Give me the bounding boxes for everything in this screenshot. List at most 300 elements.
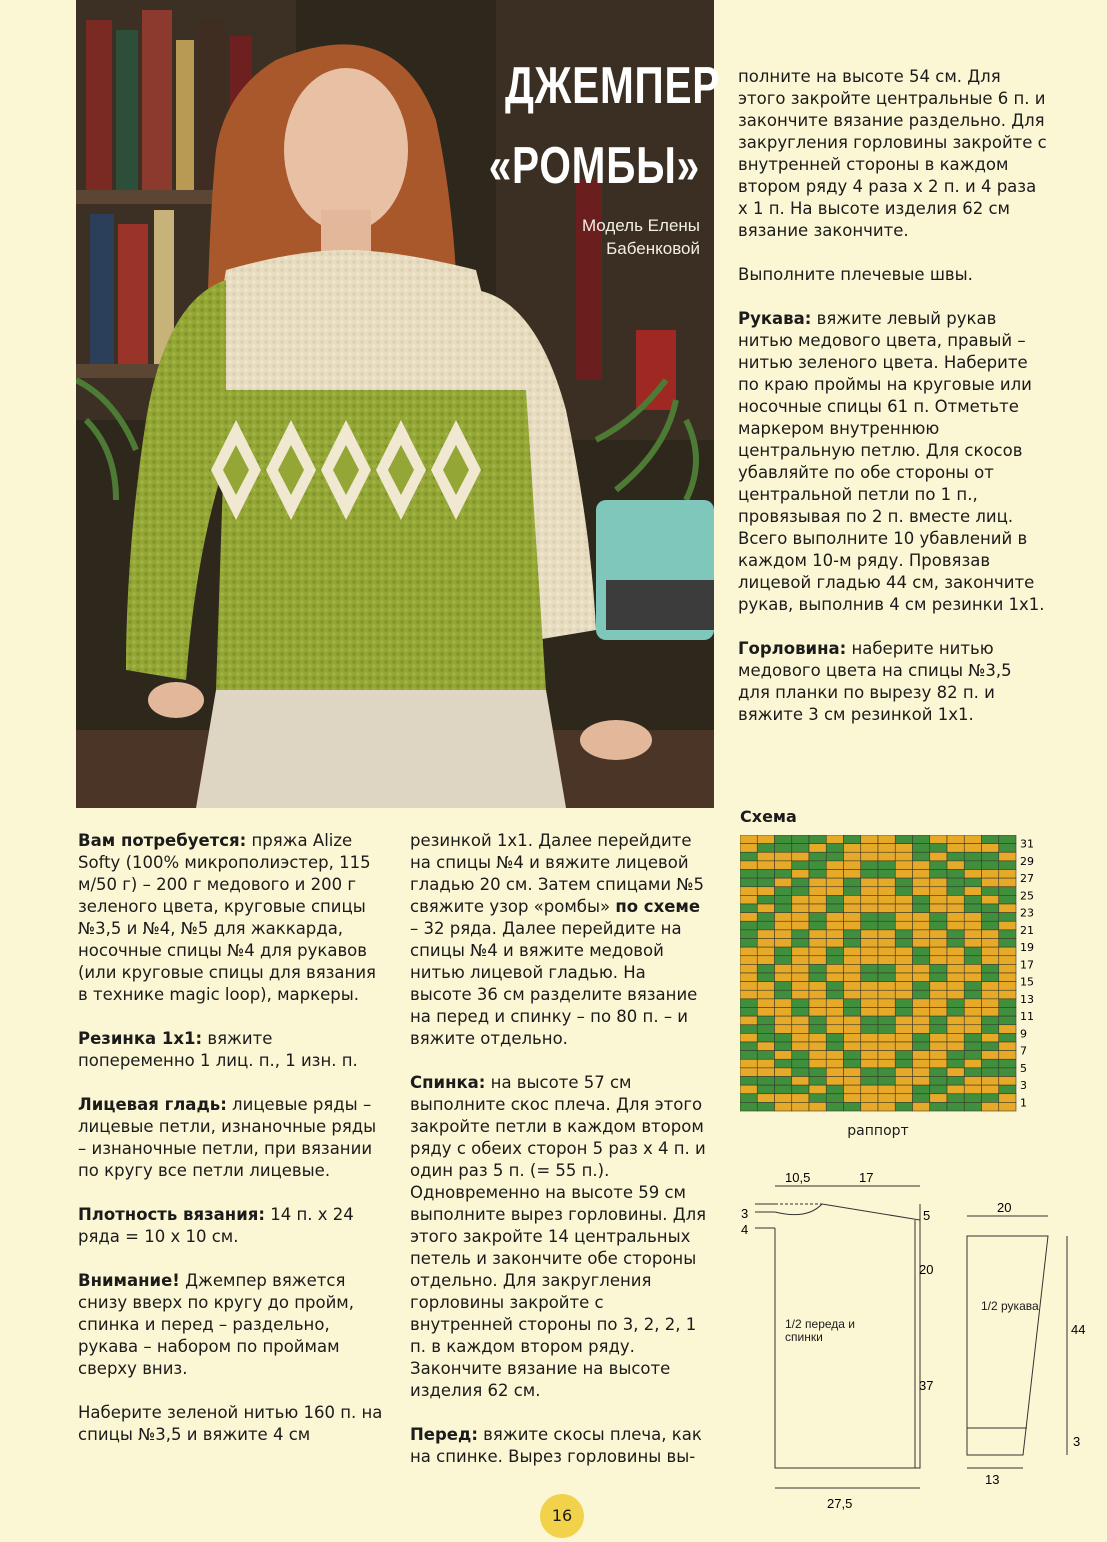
paragraph-body: вяжите попеременно 1 лиц. п., 1 изн. п. [78, 1029, 358, 1070]
chart-cell [913, 895, 930, 904]
chart-cell [878, 870, 895, 879]
chart-cell [930, 1059, 947, 1068]
chart-cell [930, 1077, 947, 1086]
chart-cell [844, 895, 861, 904]
chart-cell [913, 1085, 930, 1094]
chart-cell [861, 1016, 878, 1025]
chart-cell [999, 1068, 1016, 1077]
chart-cell [895, 947, 912, 956]
chart-cell [757, 1068, 774, 1077]
chart-cell [964, 930, 981, 939]
chart-cell [826, 1051, 843, 1060]
chart-cell [757, 1016, 774, 1025]
chart-cell [861, 921, 878, 930]
paragraph-label: Горловина: [738, 639, 847, 658]
chart-cell [757, 982, 774, 991]
chart-cell [895, 904, 912, 913]
author-line-2: Бабенковой [606, 239, 700, 258]
chart-cell [775, 1059, 792, 1068]
chart-cell [964, 939, 981, 948]
chart-cell [878, 1085, 895, 1094]
chart-cell [999, 895, 1016, 904]
chart-cell [792, 947, 809, 956]
chart-cell [878, 956, 895, 965]
chart-cell [878, 947, 895, 956]
chart-cell [844, 1016, 861, 1025]
chart-cell [895, 895, 912, 904]
chart-cell [826, 1102, 843, 1111]
chart-cell [809, 1033, 826, 1042]
chart-cell [826, 947, 843, 956]
chart-cell [982, 1102, 999, 1111]
chart-cell [964, 999, 981, 1008]
chart-cell [740, 1094, 757, 1103]
dim-label: 13 [985, 1472, 1000, 1487]
chart-cell [792, 1033, 809, 1042]
chart-cell [982, 887, 999, 896]
chart-cell [947, 844, 964, 853]
cover-photo [76, 0, 721, 808]
chart-cell [861, 1033, 878, 1042]
chart-cell [913, 939, 930, 948]
chart-cell [930, 990, 947, 999]
jacquard-chart [740, 835, 1050, 1115]
chart-cell [861, 1059, 878, 1068]
chart-cell [982, 1077, 999, 1086]
chart-cell [775, 930, 792, 939]
chart-cell [895, 921, 912, 930]
chart-cell [792, 913, 809, 922]
dim-label: 4 [741, 1222, 749, 1237]
chart-cell [878, 844, 895, 853]
chart-cell [740, 1068, 757, 1077]
chart-cell [895, 1094, 912, 1103]
chart-cell [826, 1059, 843, 1068]
chart-cell [826, 982, 843, 991]
chart-cell [826, 1077, 843, 1086]
chart-cell [895, 870, 912, 879]
chart-cell [775, 1085, 792, 1094]
chart-cell [930, 1016, 947, 1025]
chart-cell [757, 939, 774, 948]
chart-cell [775, 1068, 792, 1077]
chart-cell [947, 1068, 964, 1077]
left-column-text [78, 830, 388, 1468]
chart-cell [982, 1051, 999, 1060]
paragraph-bold: по схеме [615, 897, 701, 916]
chart-cell [792, 1094, 809, 1103]
chart-cell [999, 956, 1016, 965]
chart-cell [757, 1077, 774, 1086]
row-number: 25 [1020, 889, 1034, 903]
chart-cell [930, 930, 947, 939]
chart-cell [999, 1008, 1016, 1017]
chart-cell [826, 921, 843, 930]
chart-cell [878, 921, 895, 930]
chart-cell [964, 895, 981, 904]
chart-cell [913, 852, 930, 861]
chart-cell [895, 852, 912, 861]
chart-cell [826, 1042, 843, 1051]
chart-cell [982, 964, 999, 973]
chart-cell [895, 1077, 912, 1086]
author-credit [520, 214, 700, 260]
chart-title: Схема [740, 807, 797, 826]
chart-cell [775, 921, 792, 930]
chart-cell [982, 904, 999, 913]
paragraph: Выполните плечевые швы. [738, 265, 973, 284]
paragraph-label: Внимание! [78, 1271, 180, 1290]
chart-cell [895, 964, 912, 973]
chart-cell [947, 852, 964, 861]
chart-cell [826, 999, 843, 1008]
chart-cell [947, 870, 964, 879]
row-number: 13 [1020, 992, 1034, 1006]
chart-cell [947, 999, 964, 1008]
chart-cell [740, 947, 757, 956]
chart-cell [982, 956, 999, 965]
chart-cell [844, 956, 861, 965]
row-number: 9 [1020, 1027, 1027, 1041]
chart-cell [878, 1042, 895, 1051]
chart-cell [913, 1051, 930, 1060]
chart-cell [740, 1033, 757, 1042]
chart-cell [757, 1051, 774, 1060]
chart-cell [826, 973, 843, 982]
chart-cell [982, 947, 999, 956]
chart-cell [999, 1077, 1016, 1086]
chart-cell [947, 1016, 964, 1025]
chart-cell [775, 990, 792, 999]
paragraph: Наберите зеленой нитью 160 п. на спицы №3,5 и вяжите 4 см [78, 1403, 383, 1444]
chart-cell [826, 895, 843, 904]
chart-cell [792, 1068, 809, 1077]
chart-cell [844, 887, 861, 896]
chart-cell [964, 861, 981, 870]
paragraph-body: Джемпер вяжется снизу вверх по кругу до пройм, спинка и перед – раздельно, рукава – набором по проймам сверху вниз. [78, 1271, 354, 1378]
chart-cell [999, 878, 1016, 887]
chart-cell [792, 930, 809, 939]
chart-cell [826, 852, 843, 861]
chart-cell [913, 870, 930, 879]
chart-cell [775, 947, 792, 956]
chart-cell [913, 844, 930, 853]
chart-cell [861, 982, 878, 991]
chart-cell [757, 1102, 774, 1111]
chart-cell [792, 904, 809, 913]
chart-cell [982, 1059, 999, 1068]
paragraph-label: Рукава: [738, 309, 812, 328]
chart-cell [757, 921, 774, 930]
chart-cell [964, 1042, 981, 1051]
chart-cell [895, 844, 912, 853]
chart-cell [982, 982, 999, 991]
chart-cell [792, 999, 809, 1008]
chart-cell [913, 1059, 930, 1068]
chart-cell [895, 835, 912, 844]
chart-cell [999, 1085, 1016, 1094]
chart-cell [775, 964, 792, 973]
paragraph-sleeves [738, 308, 1048, 616]
chart-cell [792, 973, 809, 982]
row-number: 15 [1020, 975, 1034, 989]
chart-cell [844, 1059, 861, 1068]
chart-cell [775, 1033, 792, 1042]
chart-cell [913, 1042, 930, 1051]
chart-cell [792, 1016, 809, 1025]
chart-cell [999, 1051, 1016, 1060]
chart-cell [740, 1008, 757, 1017]
chart-cell [964, 1094, 981, 1103]
chart-cell [775, 835, 792, 844]
chart-cell [792, 921, 809, 930]
chart-cell [895, 1059, 912, 1068]
chart-cell [809, 861, 826, 870]
chart-cell [740, 861, 757, 870]
paragraph-body: наберите нитью медового цвета на спицы №3,5 для планки по вырезу 82 п. и вяжите 3 см резинкой 1х1. [738, 639, 1012, 724]
chart-cell [999, 1094, 1016, 1103]
chart-cell [775, 878, 792, 887]
paragraph-label: Вам потребуется: [78, 831, 247, 850]
chart-cell [895, 913, 912, 922]
chart-cell [861, 895, 878, 904]
chart-cell [844, 878, 861, 887]
chart-cell [930, 870, 947, 879]
chart-cell [844, 1094, 861, 1103]
chart-cell [964, 870, 981, 879]
chart-cell [999, 921, 1016, 930]
chart-cell [809, 895, 826, 904]
chart-cell [913, 1025, 930, 1034]
chart-cell [982, 930, 999, 939]
chart-cell [878, 852, 895, 861]
chart-cell [930, 904, 947, 913]
row-number: 3 [1020, 1079, 1027, 1093]
chart-cell [913, 956, 930, 965]
chart-cell [740, 844, 757, 853]
chart-cell [947, 895, 964, 904]
chart-cell [913, 1102, 930, 1111]
chart-cell [809, 1042, 826, 1051]
chart-cell [844, 1085, 861, 1094]
chart-cell [740, 852, 757, 861]
chart-cell [792, 835, 809, 844]
chart-cell [844, 904, 861, 913]
chart-cell [775, 999, 792, 1008]
chart-cell [844, 870, 861, 879]
paragraph-attention [78, 1270, 388, 1380]
chart-cell [878, 999, 895, 1008]
chart-cell [826, 904, 843, 913]
chart-cell [913, 887, 930, 896]
chart-cell [895, 1016, 912, 1025]
dim-label: 44 [1071, 1322, 1086, 1337]
chart-cell [792, 990, 809, 999]
chart-cell [947, 939, 964, 948]
paragraph-body: – 32 ряда. Далее перейдите на спицы №4 и вяжите медовой нитью лицевой гладью. На высоте 36 см разделите вязание на перед и спинку – по 80 п. – и вяжите отдельно. [410, 919, 698, 1048]
paragraph-neckline [738, 638, 1048, 726]
chart-cell [775, 956, 792, 965]
chart-cell [826, 835, 843, 844]
chart-cell [930, 1051, 947, 1060]
chart-cell [895, 956, 912, 965]
chart-cell [930, 1102, 947, 1111]
chart-cell [861, 1008, 878, 1017]
chart-cell [757, 1085, 774, 1094]
chart-cell [930, 1033, 947, 1042]
chart-cell [913, 861, 930, 870]
paragraph-label: Резинка 1х1: [78, 1029, 203, 1048]
chart-cell [792, 964, 809, 973]
chart-cell [878, 1094, 895, 1103]
chart-cell [861, 964, 878, 973]
chart-cell [913, 835, 930, 844]
chart-cell [757, 852, 774, 861]
chart-cell [964, 982, 981, 991]
chart-cell [878, 904, 895, 913]
chart-cell [844, 1077, 861, 1086]
chart-cell [844, 835, 861, 844]
chart-cell [861, 870, 878, 879]
chart-cell [775, 895, 792, 904]
chart-cell [792, 1085, 809, 1094]
chart-cell [982, 999, 999, 1008]
chart-cell [775, 904, 792, 913]
chart-cell [947, 1042, 964, 1051]
chart-cell [757, 964, 774, 973]
chart-cell [930, 1025, 947, 1034]
chart-cell [913, 999, 930, 1008]
chart-cell [757, 1094, 774, 1103]
chart-cell [792, 895, 809, 904]
chart-cell [740, 939, 757, 948]
chart-cell [775, 1016, 792, 1025]
chart-cell [757, 913, 774, 922]
chart-cell [878, 973, 895, 982]
title-line-1: ДЖЕМПЕР [505, 57, 721, 115]
chart-cell [826, 1085, 843, 1094]
chart-cell [809, 999, 826, 1008]
chart-cell [775, 982, 792, 991]
chart-cell [844, 990, 861, 999]
chart-cell [930, 895, 947, 904]
chart-cell [809, 1085, 826, 1094]
chart-cell [947, 1051, 964, 1060]
chart-cell [792, 870, 809, 879]
chart-cell [740, 973, 757, 982]
chart-cell [809, 835, 826, 844]
chart-cell [775, 887, 792, 896]
chart-cell [964, 835, 981, 844]
chart-cell [982, 1094, 999, 1103]
chart-cell [844, 861, 861, 870]
chart-cell [844, 1051, 861, 1060]
rapport-label: раппорт [847, 1123, 909, 1139]
chart-cell [878, 1051, 895, 1060]
chart-cell [826, 939, 843, 948]
row-number: 31 [1020, 837, 1034, 851]
chart-cell [826, 1094, 843, 1103]
chart-cell [999, 982, 1016, 991]
chart-cell [809, 1077, 826, 1086]
chart-cell [982, 1085, 999, 1094]
middle-column-text [410, 830, 710, 1490]
chart-cell [913, 878, 930, 887]
chart-cell [757, 844, 774, 853]
chart-cell [895, 1102, 912, 1111]
chart-cell [809, 887, 826, 896]
chart-cell [913, 1077, 930, 1086]
chart-cell [740, 930, 757, 939]
chart-cell [792, 939, 809, 948]
chart-cell [844, 844, 861, 853]
chart-cell [740, 1077, 757, 1086]
chart-cell [999, 852, 1016, 861]
chart-cell [895, 1068, 912, 1077]
chart-cell [982, 1008, 999, 1017]
chart-cell [775, 861, 792, 870]
chart-cell [792, 1042, 809, 1051]
dim-label: 5 [923, 1208, 931, 1223]
chart-cell [826, 1016, 843, 1025]
chart-cell [826, 956, 843, 965]
chart-cell [930, 878, 947, 887]
chart-cell [964, 887, 981, 896]
chart-cell [999, 939, 1016, 948]
chart-cell [947, 1085, 964, 1094]
chart-cell [740, 887, 757, 896]
chart-cell [982, 973, 999, 982]
chart-cell [878, 835, 895, 844]
paragraph-stockinette [78, 1094, 388, 1182]
chart-cell [792, 887, 809, 896]
paragraph-pattern [410, 830, 710, 1050]
chart-cell [809, 844, 826, 853]
chart-cell [947, 1094, 964, 1103]
chart-cell [895, 999, 912, 1008]
chart-cell [895, 939, 912, 948]
chart-cell [844, 1033, 861, 1042]
author-line-1: Модель Елены [581, 216, 700, 235]
chart-cell [740, 870, 757, 879]
chart-cell [809, 852, 826, 861]
chart-cell [964, 1033, 981, 1042]
chart-cell [861, 844, 878, 853]
chart-cell [913, 947, 930, 956]
paragraph-label: Спинка: [410, 1073, 486, 1092]
chart-cell [982, 852, 999, 861]
chart-cell [913, 990, 930, 999]
chart-cell [964, 1102, 981, 1111]
chart-cell [757, 973, 774, 982]
row-number: 17 [1020, 958, 1034, 972]
chart-cell [947, 887, 964, 896]
chart-cell [844, 913, 861, 922]
chart-cell [930, 861, 947, 870]
chart-cell [861, 1042, 878, 1051]
paragraph-label: Перед: [410, 1425, 478, 1444]
paragraph-materials [78, 830, 388, 1006]
chart-cell [740, 1016, 757, 1025]
chart-cell [844, 852, 861, 861]
chart-cell [826, 870, 843, 879]
row-number: 1 [1020, 1096, 1027, 1110]
chart-cell [809, 956, 826, 965]
chart-cell [792, 1059, 809, 1068]
chart-cell [740, 1042, 757, 1051]
chart-cell [964, 1085, 981, 1094]
chart-cell [861, 1051, 878, 1060]
